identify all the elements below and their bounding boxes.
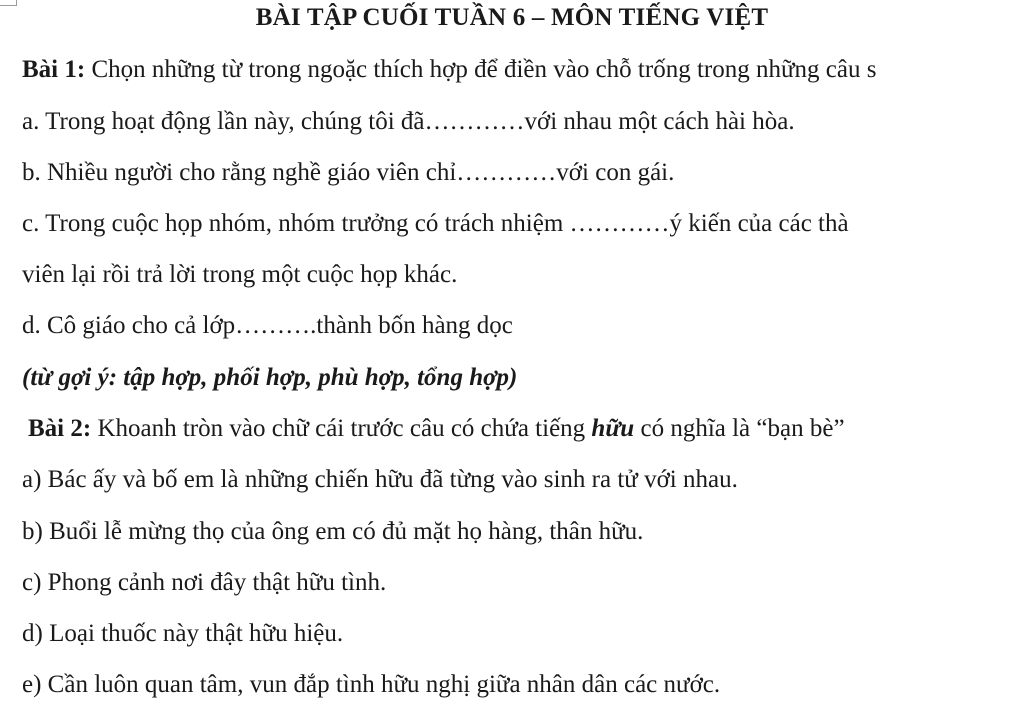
exercise-1-hint: (từ gợi ý: tập hợp, phối hợp, phù hợp, tổng hợp) bbox=[22, 364, 518, 391]
exercise-1-instruction bbox=[22, 55, 876, 85]
exercise-1-item-b: b. Nhiều người cho rằng nghề giáo viên chỉ…………với con gái. bbox=[22, 159, 675, 186]
exercise-2-item-b: b) Buổi lễ mừng thọ của ông em có đủ mặt họ hàng, thân hữu. bbox=[22, 518, 644, 545]
exercise-2-instruction bbox=[28, 414, 845, 444]
exercise-1-item-c: c. Trong cuộc họp nhóm, nhóm trưởng có trách nhiệm …………ý kiến của các thà bbox=[22, 210, 849, 237]
exercise-2-instruction-end: có nghĩa là “bạn bè” bbox=[634, 415, 845, 442]
exercise-1-item-d: d. Cô giáo cho cả lớp……….thành bốn hàng dọc bbox=[22, 312, 513, 339]
exercise-1-item-a: a. Trong hoạt động lần này, chúng tôi đã…………với nhau một cách hài hòa. bbox=[22, 108, 795, 135]
exercise-1-label: Bài 1: bbox=[22, 56, 86, 83]
exercise-2-item-c: c) Phong cảnh nơi đây thật hữu tình. bbox=[22, 569, 387, 596]
exercise-1-instruction-text: Chọn những từ trong ngoặc thích hợp để điền vào chỗ trống trong những câu s bbox=[85, 56, 877, 83]
exercise-1-item-c-continued: viên lại rồi trả lời trong một cuộc họp khác. bbox=[22, 261, 458, 288]
worksheet-title: BÀI TẬP CUỐI TUẦN 6 – MÔN TIẾNG VIỆT bbox=[255, 4, 769, 31]
exercise-2-instruction-text: Khoanh tròn vào chữ cái trước câu có chứa tiếng bbox=[91, 415, 592, 442]
exercise-2-label: Bài 2: bbox=[28, 415, 92, 442]
exercise-2-item-d: d) Loại thuốc này thật hữu hiệu. bbox=[22, 620, 344, 647]
exercise-2-item-a: a) Bác ấy và bố em là những chiến hữu đã từng vào sinh ra tử với nhau. bbox=[22, 466, 738, 493]
exercise-2-item-e: e) Cần luôn quan tâm, vun đắp tình hữu nghị giữa nhân dân các nước. bbox=[22, 671, 721, 698]
exercise-2-keyword: hữu bbox=[591, 415, 635, 442]
